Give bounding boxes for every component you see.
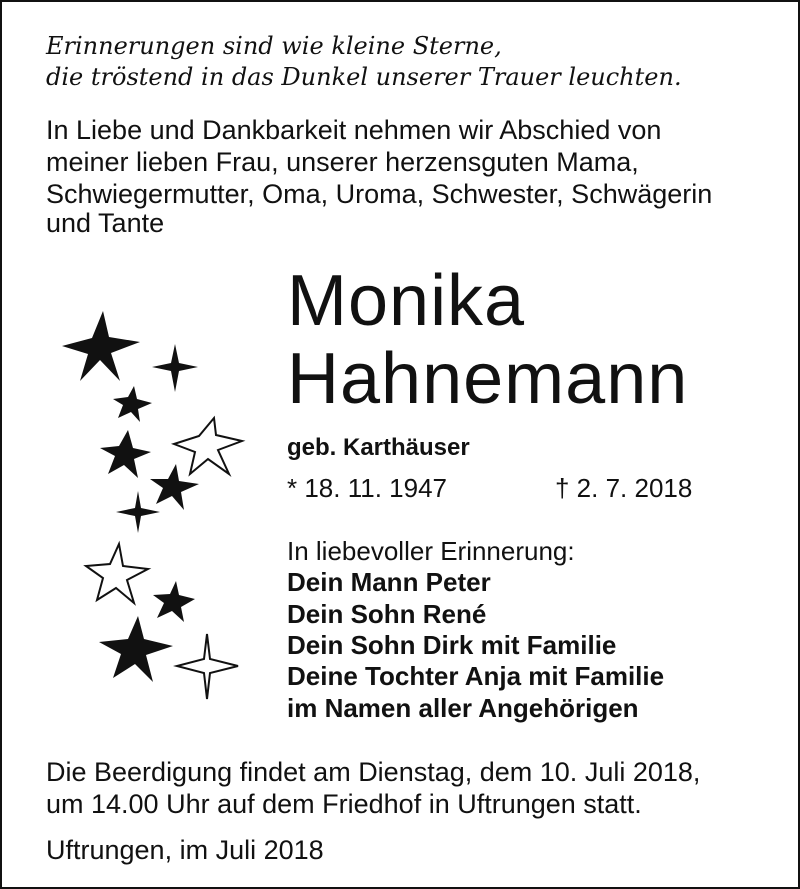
mourner-line: Dein Sohn René xyxy=(287,599,487,629)
intro-line-4: und Tante xyxy=(46,208,165,238)
star-icon xyxy=(113,386,152,422)
birth-date: * 18. 11. 1947 xyxy=(287,473,447,503)
sparkle-icon xyxy=(152,344,198,392)
place-and-date: Uftrungen, im Juli 2018 xyxy=(46,835,324,865)
star-icon xyxy=(153,581,195,622)
deceased-last-name: Hahnemann xyxy=(287,339,689,419)
sparkle-icon xyxy=(116,491,160,533)
mourners-heading: In liebevoller Erinnerung: xyxy=(287,536,575,566)
intro-line-3: Schwiegermutter, Oma, Uroma, Schwester, Schwägerin xyxy=(46,179,713,209)
star-outline-icon xyxy=(86,544,148,603)
star-icon xyxy=(100,430,151,478)
mourner-line: Deine Tochter Anja mit Familie xyxy=(287,661,665,691)
maiden-name: geb. Karthäuser xyxy=(287,434,470,461)
stars-icon xyxy=(52,298,252,708)
star-icon xyxy=(99,616,173,682)
motto-line-1: Erinnerungen sind wie kleine Sterne, xyxy=(46,32,502,60)
intro-line-1: In Liebe und Dankbarkeit nehmen wir Abschied von xyxy=(46,115,662,145)
star-icon xyxy=(62,311,140,381)
mourner-line: Dein Sohn Dirk mit Familie xyxy=(287,630,617,660)
funeral-line-1: Die Beerdigung findet am Dienstag, dem 10. Juli 2018, xyxy=(46,757,701,787)
intro-line-2: meiner lieben Frau, unserer herzensguten Mama, xyxy=(46,147,639,177)
sparkle-outline-icon xyxy=(177,634,238,699)
funeral-line-2: um 14.00 Uhr auf dem Friedhof in Uftrungen statt. xyxy=(46,789,642,819)
motto-line-2: die tröstend in das Dunkel unserer Trauer leuchten. xyxy=(46,63,682,91)
deceased-first-name: Monika xyxy=(287,261,526,341)
star-outline-icon xyxy=(174,418,242,474)
mourner-line: im Namen aller Angehörigen xyxy=(287,693,639,723)
death-date: † 2. 7. 2018 xyxy=(555,473,693,503)
mourner-line: Dein Mann Peter xyxy=(287,567,491,597)
